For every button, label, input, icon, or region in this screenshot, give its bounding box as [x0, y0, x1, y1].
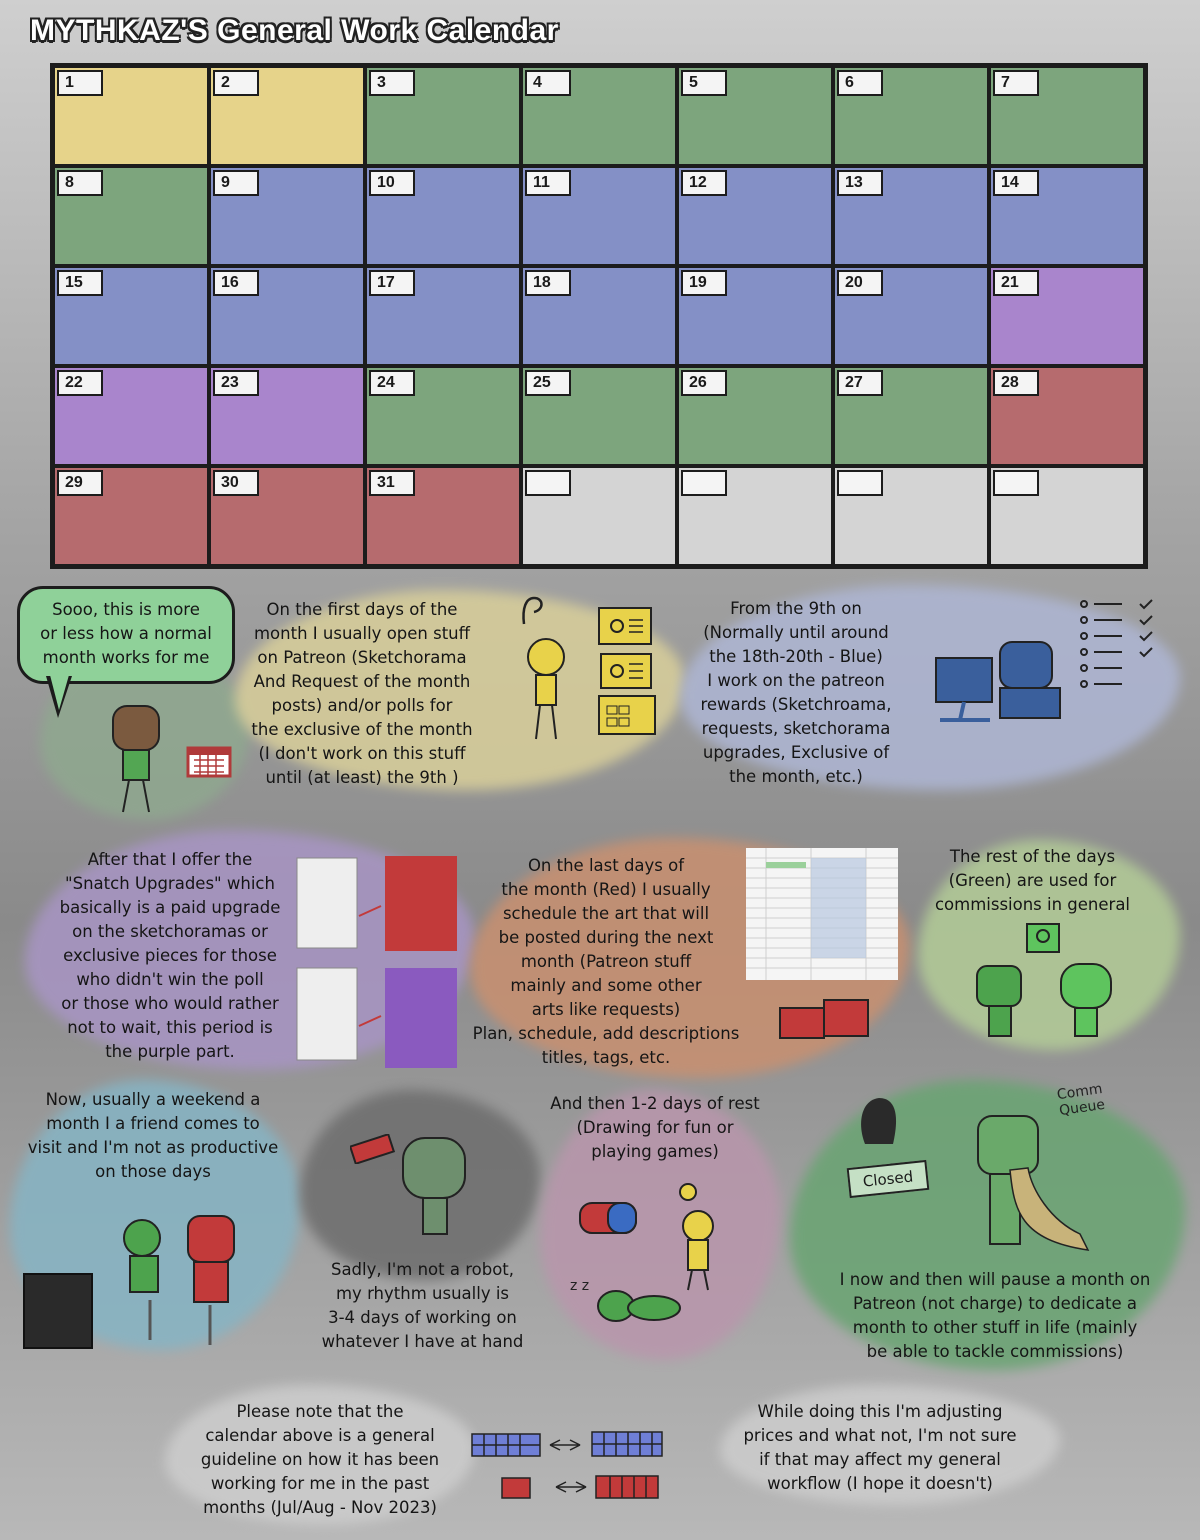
calendar-day [989, 66, 1145, 166]
idea-bubble-icon [1025, 922, 1061, 958]
calendar-day [365, 66, 521, 166]
calendar-icon [186, 742, 232, 778]
chat-icon [778, 998, 908, 1058]
calendar-day [53, 266, 209, 366]
calendar-day [833, 166, 989, 266]
day-number: 22 [57, 370, 103, 396]
sleep-z: z z [570, 1278, 590, 1294]
note-snatch-upgrades: After that I offer the "Snatch Upgrades" which basically is a paid upgrade on the sketchoramas or exclusive pieces for those who didn't win the poll or those who would rather not to wait, this period is the purple part. [59, 850, 281, 1061]
controller-icon [578, 1195, 640, 1241]
day-number: 10 [369, 170, 415, 196]
day-number: 25 [525, 370, 571, 396]
day-number: 30 [213, 470, 259, 496]
person-icon [95, 700, 185, 815]
calendar-day [989, 366, 1145, 466]
day-number: 23 [213, 370, 259, 396]
day-number: 29 [57, 470, 103, 496]
day-number: 5 [681, 70, 727, 96]
calendar-day [833, 466, 989, 566]
hanger-icon [855, 1094, 905, 1154]
calendar-day [53, 466, 209, 566]
calendar-day [521, 466, 677, 566]
day-number: 28 [993, 370, 1039, 396]
comm-queue-label: Comm Queue [1055, 1081, 1107, 1120]
speech-bubble-tail-fill [50, 675, 69, 710]
calendar-day [53, 366, 209, 466]
computer-icon [930, 640, 1080, 725]
bubble-text: Sooo, this is more or less how a normal month works for me [40, 600, 212, 667]
checklist-icon [1078, 598, 1158, 698]
day-number: 24 [369, 370, 415, 396]
note-last-days: On the last days of the month (Red) I usually schedule the art that will be posted during the next month (Patreon stuff mainly and some other arts like requests) Plan, schedule, add descriptions titles, tags, etc. [472, 856, 740, 1067]
calendar-day [521, 66, 677, 166]
friends-on-chairs-icon [110, 1210, 270, 1350]
note-first-days: On the first days of the month I usually open stuff on Patreon (Sketchorama And Request of the month posts) and/or polls for the exclusive of the month (I don't work on this stuff until (at least) the 9th ) [251, 600, 473, 787]
green-figures-icon [975, 962, 1125, 1037]
note-pause: I now and then will pause a month on Patreon (not charge) to dedicate a month to other stuff in life (mainly be able to tackle commissions) [839, 1270, 1151, 1361]
day-number: 26 [681, 370, 727, 396]
calendar-day [833, 66, 989, 166]
calendar-day [209, 366, 365, 466]
day-number: 27 [837, 370, 883, 396]
calendar-day [677, 166, 833, 266]
day-number: 19 [681, 270, 727, 296]
idea-card-icon [597, 606, 657, 736]
question-icon [518, 594, 548, 628]
calendar-day [365, 366, 521, 466]
calendar-day [53, 66, 209, 166]
note-rest-green: The rest of the days (Green) are used for commissions in general [934, 847, 1131, 914]
calendar-day [209, 166, 365, 266]
thinking-figure-icon [516, 635, 580, 745]
calendar-day [989, 266, 1145, 366]
calendar-day [989, 166, 1145, 266]
calendar-day [521, 366, 677, 466]
note-calendar-guideline: Please note that the calendar above is a general guideline on how it has been working for me in the past months (Jul/Aug - Nov 2023) [200, 1402, 440, 1517]
sleeping-icon [596, 1284, 686, 1324]
day-number: 17 [369, 270, 415, 296]
day-number: 13 [837, 170, 883, 196]
calendar-day [209, 266, 365, 366]
day-number: 1 [57, 70, 103, 96]
battery-icon [350, 1134, 400, 1164]
calendar-day [677, 66, 833, 166]
closed-sign: Closed [847, 1160, 930, 1198]
day-number: 9 [213, 170, 259, 196]
calendar-day [677, 466, 833, 566]
calendar-day [833, 266, 989, 366]
day-number: 20 [837, 270, 883, 296]
spreadsheet-icon [746, 848, 898, 980]
calendar-day [209, 66, 365, 166]
calendar-day [989, 466, 1145, 566]
day-number: 12 [681, 170, 727, 196]
queue-scroll-icon [970, 1110, 1100, 1260]
day-number: 7 [993, 70, 1039, 96]
note-ninth-on: From the 9th on (Normally until around the 18th-20th - Blue) I work on the patreon rewards (Sketchroama, requests, sketchorama upgrades, Exclusive of the month, etc.) [700, 599, 892, 786]
calendar-day [365, 266, 521, 366]
day-number: 6 [837, 70, 883, 96]
yellow-figure-icon [674, 1182, 724, 1292]
tv-icon [22, 1272, 94, 1350]
note-robot: Sadly, I'm not a robot, my rhythm usually is 3-4 days of working on whatever I have at hand [321, 1260, 524, 1351]
month-calendar [50, 63, 1148, 569]
day-number: 18 [525, 270, 571, 296]
note-rest-days: And then 1-2 days of rest (Drawing for fun or playing games) [550, 1094, 760, 1161]
day-number: 31 [369, 470, 415, 496]
day-number: 21 [993, 270, 1039, 296]
day-number: 4 [525, 70, 571, 96]
calendar-day [833, 366, 989, 466]
day-number [681, 470, 727, 496]
calendar-day [677, 266, 833, 366]
day-number [993, 470, 1039, 496]
day-number: 3 [369, 70, 415, 96]
calendar-day [209, 466, 365, 566]
artwork-thumbnail [295, 856, 465, 1071]
tired-person-icon [395, 1130, 485, 1240]
note-weekend: Now, usually a weekend a month I a friend comes to visit and I'm not as productive on those days [27, 1090, 279, 1181]
day-number: 11 [525, 170, 571, 196]
day-number: 16 [213, 270, 259, 296]
calendar-compare-icon [470, 1430, 670, 1506]
day-number: 8 [57, 170, 103, 196]
day-number [525, 470, 571, 496]
day-number: 15 [57, 270, 103, 296]
page-title: MYTHKAZ'S General Work Calendar [30, 14, 559, 47]
day-number [837, 470, 883, 496]
calendar-day [365, 166, 521, 266]
calendar-day [521, 166, 677, 266]
day-number: 2 [213, 70, 259, 96]
calendar-day [521, 266, 677, 366]
calendar-day [677, 366, 833, 466]
calendar-day [365, 466, 521, 566]
note-adjusting-prices: While doing this I'm adjusting prices and what not, I'm not sure if that may affect my general workflow (I hope it doesn't) [743, 1402, 1017, 1493]
calendar-day [53, 166, 209, 266]
day-number: 14 [993, 170, 1039, 196]
